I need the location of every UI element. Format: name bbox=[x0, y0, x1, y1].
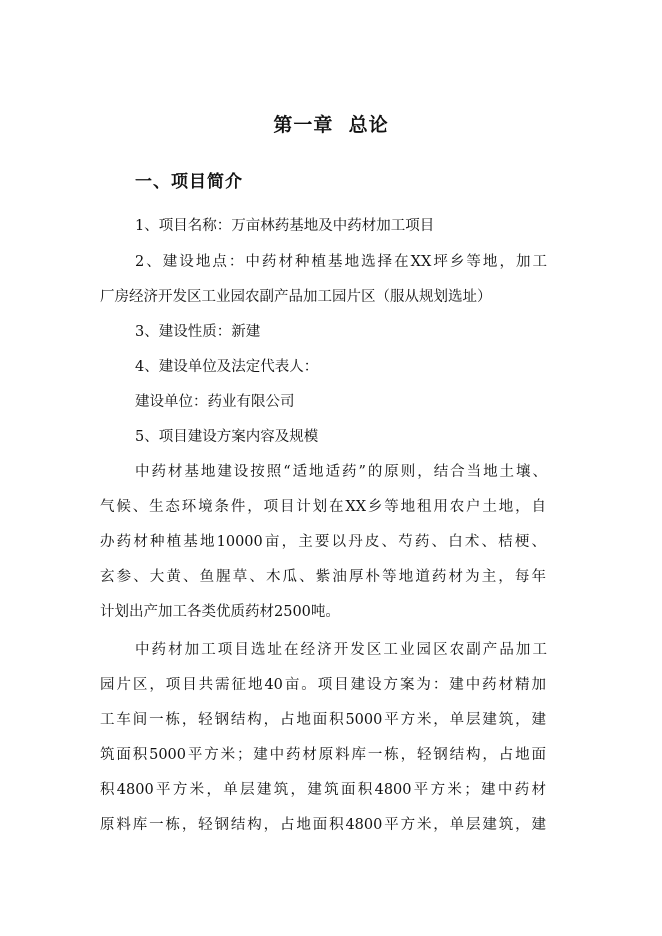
paragraph-line: 中药材基地建设按照“适地适药”的原则，结合当地土壤、 bbox=[135, 464, 547, 480]
paragraph-line: 筑面积5000平方米；建中药材原料库一栋，轻钢结构，占地面 bbox=[100, 747, 546, 763]
paragraph-line: 积4800平方米，单层建筑，建筑面积4800平方米；建中药材 bbox=[100, 782, 546, 798]
item-location: 2、建设地点：中药材种植基地选择在XX坪乡等地，加工 bbox=[135, 254, 547, 270]
paragraph-line: 工车间一栋，轻钢结构，占地面积5000平方米，单层建筑，建 bbox=[100, 712, 546, 728]
paragraph-line: 计划出产加工各类优质药材2500吨。 bbox=[100, 604, 340, 620]
item-project-name: 1、项目名称：万亩林药基地及中药材加工项目 bbox=[135, 218, 435, 234]
item-location-cont: 厂房经济开发区工业园农副产品加工园片区（服从规划选址） bbox=[100, 289, 492, 305]
section-title: 一、项目简介 bbox=[135, 172, 243, 192]
paragraph-line: 玄参、大黄、鱼腥草、木瓜、紫油厚朴等地道药材为主，每年 bbox=[100, 569, 546, 585]
item-owner: 4、建设单位及法定代表人： bbox=[135, 359, 319, 375]
chapter-title: 第一章 总论 bbox=[273, 114, 389, 136]
paragraph-line: 办药材种植基地10000亩，主要以丹皮、芍药、白术、桔梗、 bbox=[100, 534, 546, 550]
item-scheme: 5、项目建设方案内容及规模 bbox=[135, 429, 319, 445]
paragraph-line: 气候、生态环境条件，项目计划在XX乡等地租用农户土地，自 bbox=[100, 499, 546, 515]
paragraph-line: 原料库一栋，轻钢结构，占地面积4800平方米，单层建筑，建 bbox=[100, 817, 546, 833]
paragraph-line: 中药材加工项目选址在经济开发区工业园区农副产品加工 bbox=[135, 642, 547, 658]
paragraph-line: 园片区，项目共需征地40亩。项目建设方案为：建中药材精加 bbox=[100, 677, 546, 693]
item-owner-unit: 建设单位：药业有限公司 bbox=[135, 394, 295, 410]
item-nature: 3、建设性质：新建 bbox=[135, 324, 261, 340]
